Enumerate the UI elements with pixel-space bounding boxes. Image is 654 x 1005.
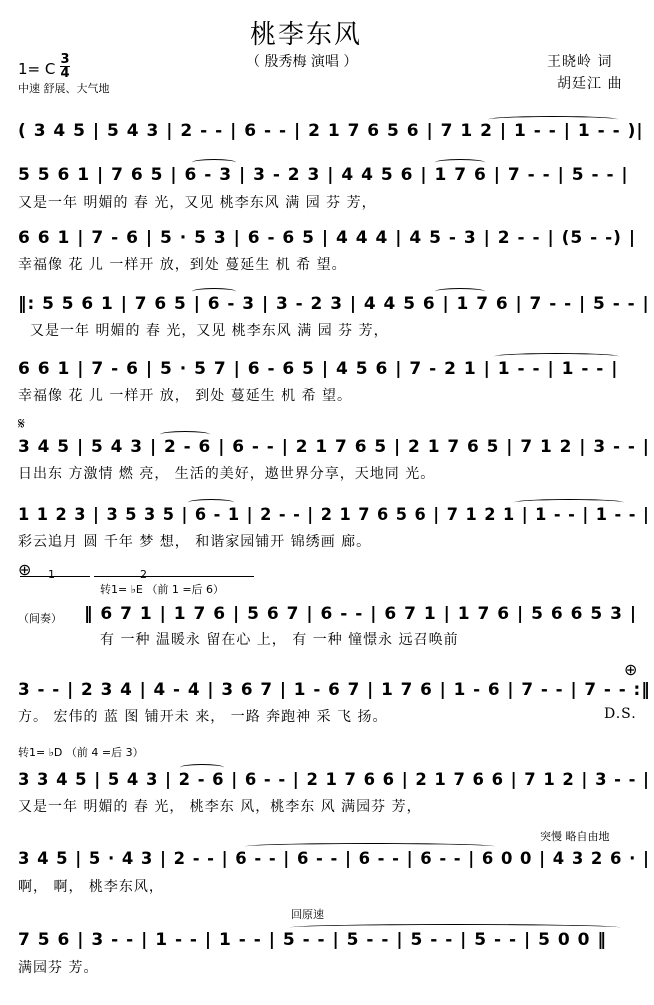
segno-sign: 𝄋 — [18, 414, 25, 433]
slur — [494, 353, 619, 360]
score-row-7-lyrics: 彩云追月 圆 千年 梦 想， 和谐家园铺开 锦绣画 廊。 — [18, 534, 372, 550]
score-row-6-lyrics: 日出东 方激情 燃 亮， 生活的美好，遨世界分享，天地同 光。 — [18, 466, 436, 482]
modulation-first: 转1= ♭E （前 1 =后 6） — [100, 583, 225, 596]
volta-1-label: 1 — [48, 568, 55, 581]
key-signature: 1= C — [18, 60, 56, 78]
time-signature-bottom: 4 — [60, 66, 70, 81]
slur — [435, 159, 485, 166]
slur — [160, 431, 210, 438]
slur — [435, 288, 485, 295]
coda-sign: ⊕ — [18, 560, 32, 579]
time-signature — [60, 53, 70, 80]
score-row-2-notes: 5 5 6 1 | 7 6 5 | 6 - 3 | 3 - 2 3 | 4 4 5 6 | 1 7 6 | 7 - - | 5 - - | — [18, 165, 629, 185]
dal-segno-mark: D.S. — [604, 706, 637, 722]
score-row-8-notes: ‖ 6 7 1 | 1 7 6 | 5 6 7 | 6 - - | 6 7 1 | 1 7 6 | 5 6 6 5 3 | — [84, 604, 638, 624]
score-row-9-notes: 3 - - | 2 3 4 | 4 - 4 | 3 6 7 | 1 - 6 7 | 1 7 6 | 1 - 6 | 7 - - | 7 - - :‖ — [18, 680, 651, 700]
score-row-2-lyrics: 又是一年 明媚的 春 光，又见 桃李东风 满 园 芬 芳， — [18, 195, 377, 211]
score-row-9-lyrics: 方。 宏伟的 蓝 图 铺开未 来， 一路 奔跑神 采 飞 扬。 — [18, 709, 388, 725]
tempo-marking: 中速 舒展、大气地 — [18, 82, 110, 95]
slur — [290, 924, 620, 931]
modulation-second: 转1= ♭D （前 4 =后 3） — [18, 746, 144, 759]
interlude-label: （间奏） — [18, 612, 62, 625]
score-row-5-lyrics: 幸福像 花 儿 一样开 放， 到处 蔓延生 机 希 望。 — [18, 388, 353, 404]
time-signature-top: 3 — [60, 52, 70, 67]
slur — [488, 116, 618, 123]
slur — [192, 159, 236, 166]
score-row-8-lyrics: 有 一种 温暖永 留在心 上， 有 一种 憧憬永 远召唤前 — [100, 632, 459, 648]
lyricist-credit: 王晓岭 词 — [547, 54, 613, 70]
song-title: 桃李东风 — [250, 20, 363, 50]
tempo-change-a-tempo: 回原速 — [291, 908, 324, 921]
tempo-change-rit: 突慢 略自由地 — [540, 830, 610, 843]
volta-bracket-2 — [94, 576, 254, 577]
coda-sign-2: ⊕ — [624, 660, 638, 679]
volta-2-label: 2 — [140, 568, 147, 581]
score-row-12-lyrics: 满园芬 芳。 — [18, 960, 99, 976]
volta-bracket-1 — [20, 576, 90, 577]
score-row-11-notes: 3 4 5 | 5 · 4 3 | 2 - - | 6 - - | 6 - - | 6 - - | 6 - - | 6 0 0 | 4 3 2 6 · | — [18, 849, 650, 869]
slur — [180, 764, 224, 771]
slur — [514, 499, 624, 506]
score-row-1-notes: ( 3 4 5 | 5 4 3 | 2 - - | 6 - - | 2 1 7 6 5 6 | 7 1 2 | 1 - - | 1 - - )| — [18, 121, 644, 141]
slur — [245, 843, 495, 850]
score-row-4-lyrics: 又是一年 明媚的 春 光，又见 桃李东风 满 园 芬 芳， — [30, 323, 389, 339]
score-row-3-notes: 6 6 1 | 7 - 6 | 5 · 5 3 | 6 - 6 5 | 4 4 4 | 4 5 - 3 | 2 - - | (5 - -) | — [18, 228, 637, 248]
score-row-7-notes: 1 1 2 3 | 3 5 3 5 | 6 - 1 | 2 - - | 2 1 7 6 5 6 | 7 1 2 1 | 1 - - | 1 - - | — [18, 505, 650, 525]
score-row-6-notes: 3 4 5 | 5 4 3 | 2 - 6 | 6 - - | 2 1 7 6 5 | 2 1 7 6 5 | 7 1 2 | 3 - - | — [18, 437, 650, 457]
score-row-3-lyrics: 幸福像 花 儿 一样开 放，到处 蔓延生 机 希 望。 — [18, 257, 347, 273]
singer-credit: （ 殷秀梅 演唱 ） — [246, 54, 358, 70]
score-row-4-notes: ‖: 5 5 6 1 | 7 6 5 | 6 - 3 | 3 - 2 3 | 4 4 5 6 | 1 7 6 | 7 - - | 5 - - | — [18, 294, 650, 314]
slur — [192, 288, 236, 295]
score-row-10-lyrics: 又是一年 明媚的 春 光， 桃李东 风，桃李东 风 满园芬 芳， — [18, 799, 422, 815]
score-row-11-lyrics: 啊， 啊， 桃李东风， — [18, 879, 164, 895]
score-row-5-notes: 6 6 1 | 7 - 6 | 5 · 5 7 | 6 - 6 5 | 4 5 6 | 7 - 2 1 | 1 - - | 1 - - | — [18, 359, 619, 379]
score-row-10-notes: 3 3 4 5 | 5 4 3 | 2 - 6 | 6 - - | 2 1 7 6 6 | 2 1 7 6 6 | 7 1 2 | 3 - - | — [18, 770, 650, 790]
score-row-12-notes: 7 5 6 | 3 - - | 1 - - | 1 - - | 5 - - | 5 - - | 5 - - | 5 - - | 5 0 0 ‖ — [18, 930, 607, 950]
slur — [188, 499, 234, 506]
composer-credit: 胡廷江 曲 — [557, 76, 623, 92]
